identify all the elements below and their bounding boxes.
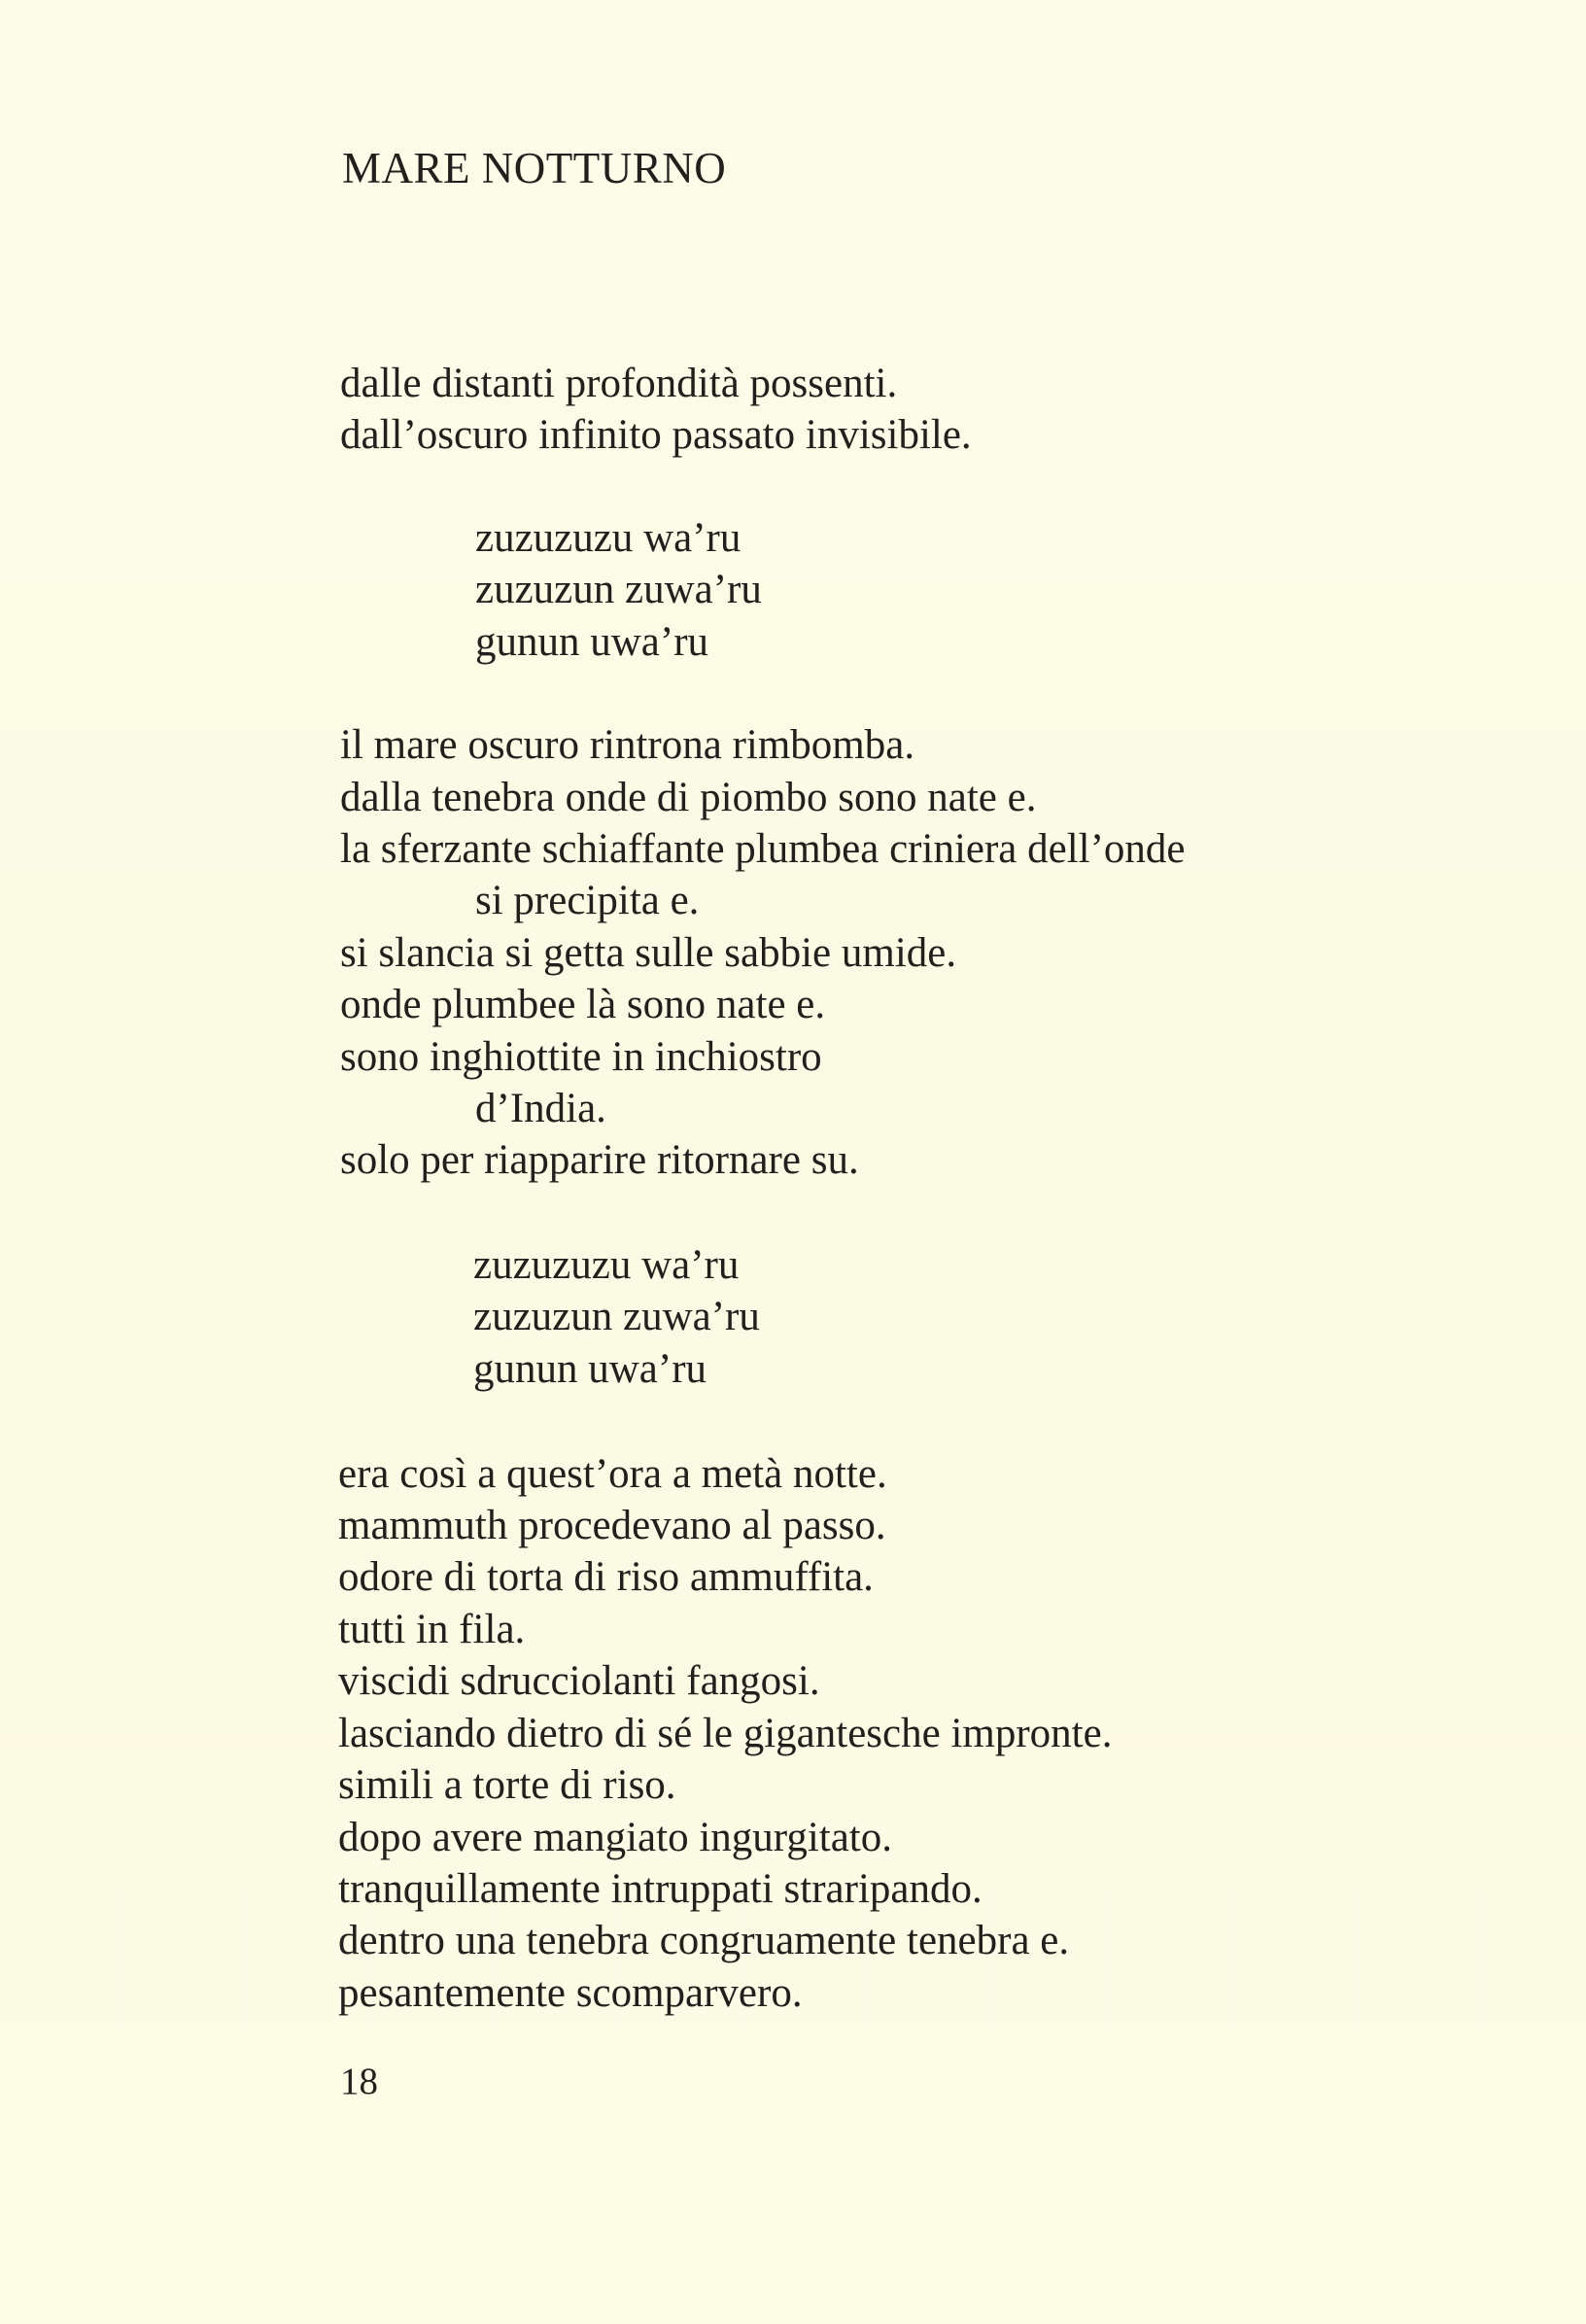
poem-line: mammuth procedevano al passo. <box>338 1503 886 1548</box>
refrain-line: zuzuzuzu wa’ru <box>473 1242 740 1288</box>
poem-line: si slancia si getta sulle sabbie umide. <box>340 930 957 976</box>
poem-title: MARE NOTTURNO <box>342 144 727 192</box>
poem-line: dopo avere mangiato ingurgitato. <box>338 1815 893 1860</box>
poem-line: odore di torta di riso ammuffita. <box>338 1554 874 1600</box>
refrain-line: zuzuzun zuwa’ru <box>475 567 762 612</box>
refrain-line: zuzuzun zuwa’ru <box>473 1294 760 1339</box>
poem-line: dentro una tenebra congruamente tenebra e. <box>338 1918 1070 1963</box>
poem-line-continuation: si precipita e. <box>475 878 700 923</box>
poem-line: solo per riapparire ritornare su. <box>340 1137 859 1183</box>
poem-line: sono inghiottite in inchiostro <box>340 1034 822 1080</box>
poem-line: dall’oscuro infinito passato invisibile. <box>340 412 972 458</box>
poem-line-continuation: d’India. <box>475 1086 606 1131</box>
poem-line: la sferzante schiaffante plumbea criniera dell’onde <box>340 826 1186 872</box>
poem-line: pesantemente scomparvero. <box>338 1970 803 2016</box>
poem-line: tutti in fila. <box>338 1607 526 1652</box>
poem-line: era così a quest’ora a metà notte. <box>338 1451 887 1497</box>
poem-line: dalle distanti profondità possenti. <box>340 361 898 406</box>
poem-line: il mare oscuro rintrona rimbomba. <box>340 722 915 768</box>
poem-line: dalla tenebra onde di piombo sono nate e. <box>340 775 1037 820</box>
poem-line: onde plumbee là sono nate e. <box>340 982 826 1027</box>
refrain-line: zuzuzuzu wa’ru <box>475 515 741 561</box>
poem-line: viscidi sdrucciolanti fangosi. <box>338 1658 820 1704</box>
refrain-line: gunun uwa’ru <box>473 1346 707 1392</box>
poem-line: tranquillamente intruppati straripando. <box>338 1866 983 1912</box>
poem-line: lasciando dietro di sé le gigantesche impronte. <box>338 1711 1113 1756</box>
refrain-line: gunun uwa’ru <box>475 619 709 665</box>
page-number: 18 <box>340 2061 378 2102</box>
poem-line: simili a torte di riso. <box>338 1762 676 1808</box>
